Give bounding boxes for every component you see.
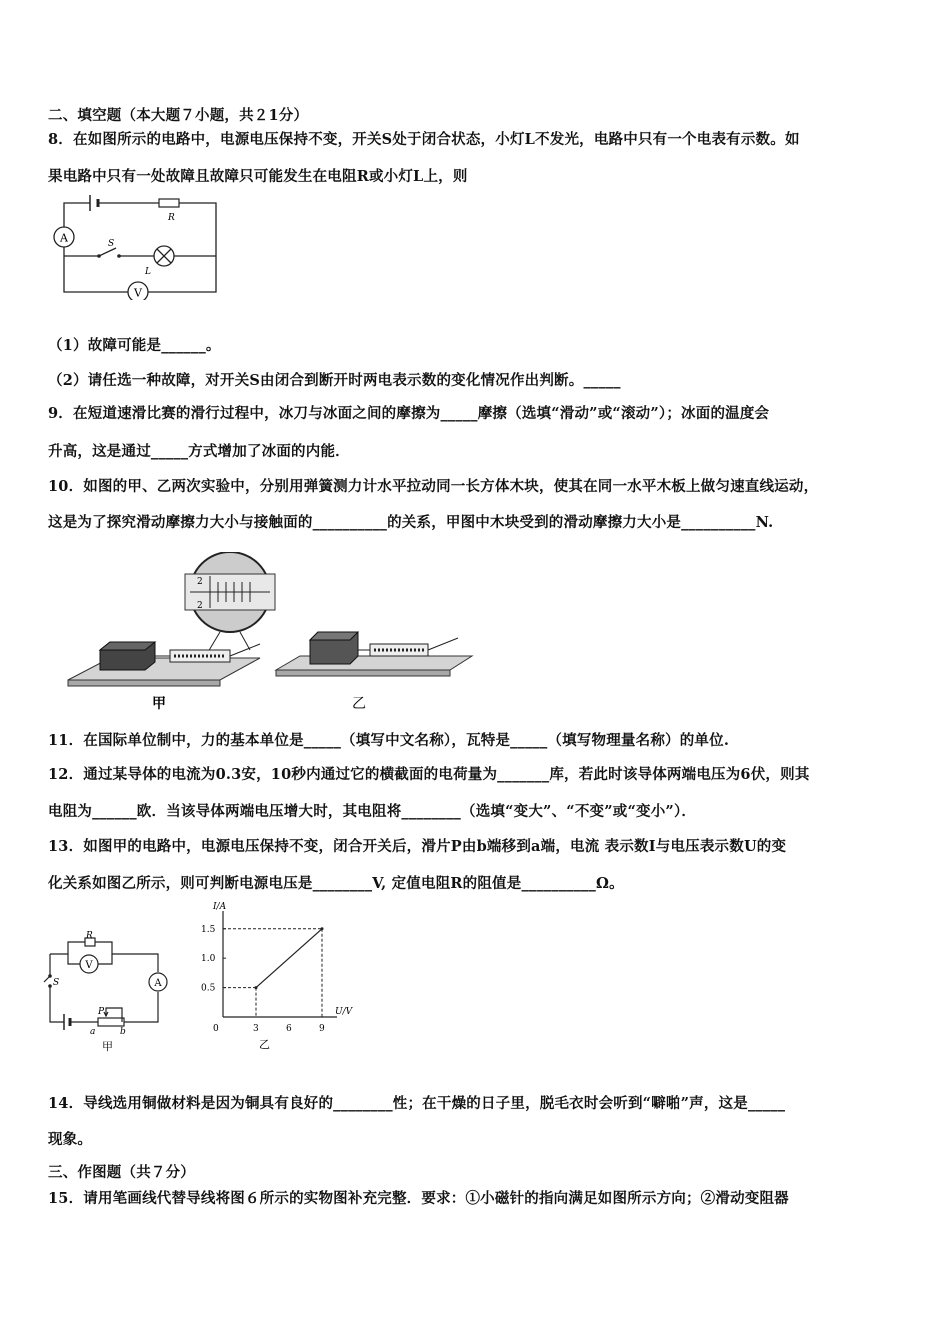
question-8-line-2: 果电路中只有一处故障且故障只可能发生在电阻R或小灯L上，则 <box>48 168 468 185</box>
question-11: 11．在国际单位制中，力的基本单位是_____（填写中文名称），瓦特是_____（填写物理量名称）的单位. <box>48 732 730 749</box>
q8-circuit-diagram <box>44 190 224 300</box>
question-10-line-2: 这是为了探究滑动摩擦力大小与接触面的__________的关系，甲图中木块受到的滑动摩擦力大小是__________N. <box>48 514 774 531</box>
q13-slider-label: P <box>98 1007 105 1017</box>
question-15-line-1: 15．请用笔画线代替导线将图６所示的实物图补充完整．要求：①小磁针的指向满足如图所示方向；②滑动变阻器 <box>48 1190 789 1207</box>
q13-end-b-label: b <box>120 1027 126 1037</box>
y-tick-label: 1.5 <box>201 924 216 935</box>
q13-voltmeter-label: V <box>85 960 93 971</box>
question-14-line-2: 现象。 <box>48 1131 93 1148</box>
section-heading-drawing: 三、作图题（共７分） <box>48 1164 195 1181</box>
question-8-part-1: （1）故障可能是______。 <box>48 337 221 354</box>
q13-circuit-diagram <box>40 930 180 1055</box>
q13-caption-yi: 乙 <box>259 1038 270 1051</box>
question-9-line-2: 升高，这是通过_____方式增加了冰面的内能． <box>48 443 350 460</box>
question-10-line-1: 10．如图的甲、乙两次实验中，分别用弹簧测力计水平拉动同一长方体木块，使其在同一水平木板上做匀速直线运动， <box>48 478 819 495</box>
q13-caption-jia: 甲 <box>102 1040 113 1053</box>
question-13-line-2: 化关系如图乙所示，则可判断电源电压是________V, 定值电阻R的阻值是__________Ω。 <box>48 875 624 892</box>
switch-label: S <box>108 239 115 249</box>
q13-switch-label: S <box>53 978 60 988</box>
section-heading-fill-blank: 二、填空题（本大题７小题，共２1分） <box>48 107 309 124</box>
chart-x-label: U/V <box>335 1007 353 1017</box>
resistor-label: R <box>168 213 175 223</box>
q10-friction-experiment-figure <box>60 552 480 717</box>
scale-mark-top: 2 <box>197 577 203 587</box>
x-tick-label: 3 <box>253 1024 259 1034</box>
x-tick-label: 9 <box>319 1024 325 1034</box>
series-line <box>256 929 322 988</box>
scale-mark-bottom: 2 <box>197 601 203 611</box>
chart-origin-label: 0 <box>213 1024 219 1034</box>
question-12-line-2: 电阻为______欧．当该导体两端电压增大时，其电阻将________（选填“变大”、“不变”或“变小”）． <box>48 803 697 820</box>
q13-ammeter-label: A <box>154 978 162 989</box>
ammeter-label: A <box>60 231 68 245</box>
y-tick-label: 1.0 <box>201 954 216 965</box>
chart-y-label: I/A <box>213 902 227 912</box>
question-12-line-1: 12．通过某导体的电流为0.3安，10秒内通过它的横截面的电荷量为_______库，若此时该导体两端电压为6伏，则其 <box>48 766 810 783</box>
q13-resistor-label: R <box>86 931 93 941</box>
question-9-line-1: 9．在短道速滑比赛的滑行过程中，冰刀与冰面之间的摩擦为_____摩擦（选填“滑动”或“滚动”）；冰面的温度会 <box>48 405 770 422</box>
question-13-line-1: 13．如图甲的电路中，电源电压保持不变，闭合开关后，滑片P由b端移到a端，电流 表示数I与电压表示数U的变 <box>48 838 787 855</box>
question-14-line-1: 14．导线选用铜做材料是因为铜具有良好的________性；在干燥的日子里，脱毛衣时会听到“噼啪”声，这是_____ <box>48 1095 786 1112</box>
voltmeter-label: V <box>134 286 142 300</box>
q13-iu-chart <box>195 902 355 1052</box>
question-8-part-2: （2）请任选一种故障，对开关S由闭合到断开时两电表示数的变化情况作出判断。_____ <box>48 372 621 389</box>
q13-end-a-label: a <box>90 1027 96 1037</box>
lamp-label: L <box>145 267 151 277</box>
question-8-line-1: 8．在如图所示的电路中，电源电压保持不变，开关S处于闭合状态，小灯L不发光，电路中只有一个电表有示数。如 <box>48 131 800 148</box>
label-jia: 甲 <box>152 696 166 712</box>
y-tick-label: 0.5 <box>201 983 216 994</box>
x-tick-label: 6 <box>286 1024 292 1034</box>
label-yi: 乙 <box>352 696 366 712</box>
